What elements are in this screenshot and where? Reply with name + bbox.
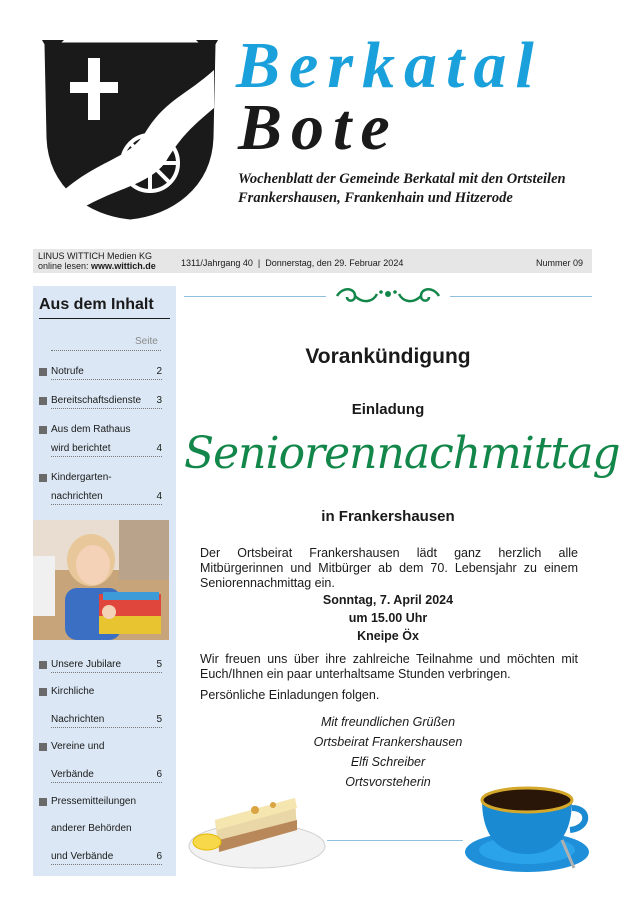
divider [51, 672, 162, 673]
signer-role: Ortsvorsteherin [345, 775, 431, 789]
toc-label: Pressemitteilungen [51, 796, 137, 807]
event-venue: Kneipe Öx [357, 629, 419, 643]
square-bullet-icon [39, 397, 47, 405]
signer-name: Elfi Schreiber [350, 755, 426, 769]
toc-label: und Verbände [51, 851, 114, 862]
newspaper-subtitle: Wochenblatt der Gemeinde Berkatal mit den Ortsteilen Frankershausen, Frankenhain und Hitzerode [238, 171, 566, 206]
article-heading: Vorankündigung [305, 345, 471, 368]
square-bullet-icon [39, 474, 47, 482]
toc-item-continued[interactable] [39, 769, 162, 783]
toc-page: 5 [156, 714, 162, 725]
online-prefix: online lesen: [38, 261, 92, 271]
toc-item[interactable] [39, 424, 162, 438]
toc-item[interactable] [39, 741, 162, 755]
toc-label: Aus dem Rathaus [51, 424, 131, 435]
toc-page: 6 [156, 851, 162, 862]
toc-page: 3 [156, 395, 162, 406]
toc-page: 4 [156, 491, 162, 502]
page-column-header: Seite [135, 336, 158, 347]
toc-label: Kirchliche [51, 686, 95, 697]
toc-page: 6 [156, 769, 162, 780]
newspaper-title-line-1: Berkatal [236, 29, 543, 102]
toc-label: Bereitschaftsdienste [51, 395, 142, 406]
square-bullet-icon [39, 661, 47, 669]
decorative-flourish-icon [333, 284, 443, 308]
toc-item-continued[interactable] [39, 491, 162, 505]
square-bullet-icon [39, 743, 47, 751]
divider [51, 782, 162, 783]
divider [327, 840, 463, 841]
toc-item[interactable] [39, 659, 162, 673]
coffee-cup-image [462, 780, 592, 875]
coat-of-arms-icon [40, 38, 220, 220]
online-url-link[interactable]: www.wittich.de [91, 261, 156, 271]
toc-page: 2 [156, 366, 162, 377]
closing-paragraph: Wir freuen uns über ihre zahlreiche Teilnahme und möchten mit Euch/Ihnen ein paar unterhaltsame Stunden verbringen. [200, 652, 578, 681]
issue-number: Nummer 09 [536, 258, 584, 268]
toc-item-continued[interactable] [39, 443, 162, 457]
square-bullet-icon [39, 368, 47, 376]
toc-item[interactable] [39, 796, 162, 810]
divider [51, 727, 162, 728]
sidebar-title: Aus dem Inhalt [39, 296, 154, 313]
divider [51, 456, 162, 457]
toc-label: Unsere Jubilare [51, 659, 122, 670]
issue-info: 1311/Jahrgang 40 | Donnerstag, den 29. Februar 2024 [181, 258, 404, 268]
toc-page: 4 [156, 443, 162, 454]
cake-slice-image [185, 780, 327, 872]
toc-item-continued[interactable] [39, 851, 162, 865]
publisher-info [38, 251, 156, 271]
toc-label: nachrichten [51, 491, 103, 502]
event-location-heading: in Frankershausen [321, 508, 455, 525]
toc-label: wird berichtet [51, 443, 111, 454]
square-bullet-icon [39, 798, 47, 806]
toc-label: Notrufe [51, 366, 84, 377]
toc-page: 5 [156, 659, 162, 670]
toc-label: Kindergarten- [51, 472, 112, 483]
square-bullet-icon [39, 688, 47, 696]
toc-item-continued[interactable] [39, 823, 162, 837]
toc-item[interactable] [39, 472, 162, 486]
toc-label: Nachrichten [51, 714, 105, 725]
toc-item[interactable] [39, 686, 162, 700]
event-date: Sonntag, 7. April 2024 [322, 593, 454, 607]
event-title: Seniorennachmittag [184, 428, 620, 479]
divider [51, 864, 162, 865]
sidebar-title-rule [39, 318, 170, 319]
toc-label: Vereine und [51, 741, 105, 752]
sender: Ortsbeirat Frankershausen [313, 735, 463, 749]
toc-label: Verbände [51, 769, 94, 780]
invitation-label: Einladung [351, 401, 425, 418]
child-playing-photo [33, 520, 169, 640]
publisher-name: LINUS WITTICH Medien KG [38, 251, 153, 261]
toc-item-continued[interactable] [39, 714, 162, 728]
divider [184, 296, 326, 297]
divider [51, 408, 162, 409]
newspaper-title-line-2: Bote [238, 91, 399, 164]
square-bullet-icon [39, 426, 47, 434]
divider [450, 296, 592, 297]
greeting: Mit freundlichen Grüßen [320, 715, 456, 729]
intro-paragraph: Der Ortsbeirat Frankershausen lädt ganz herzlich alle Mitbürgerinnen und Mitbürger ab dem 70. Lebensjahr zu einem Seniorennachmittag ein. [200, 546, 578, 590]
divider [51, 350, 161, 351]
toc-label: anderer Behörden [51, 823, 132, 834]
toc-item[interactable] [39, 366, 162, 380]
divider [51, 379, 162, 380]
event-time: um 15.00 Uhr [348, 611, 428, 625]
toc-item[interactable] [39, 395, 162, 409]
divider [51, 504, 162, 505]
personal-invitation-note: Persönliche Einladungen folgen. [200, 688, 380, 702]
